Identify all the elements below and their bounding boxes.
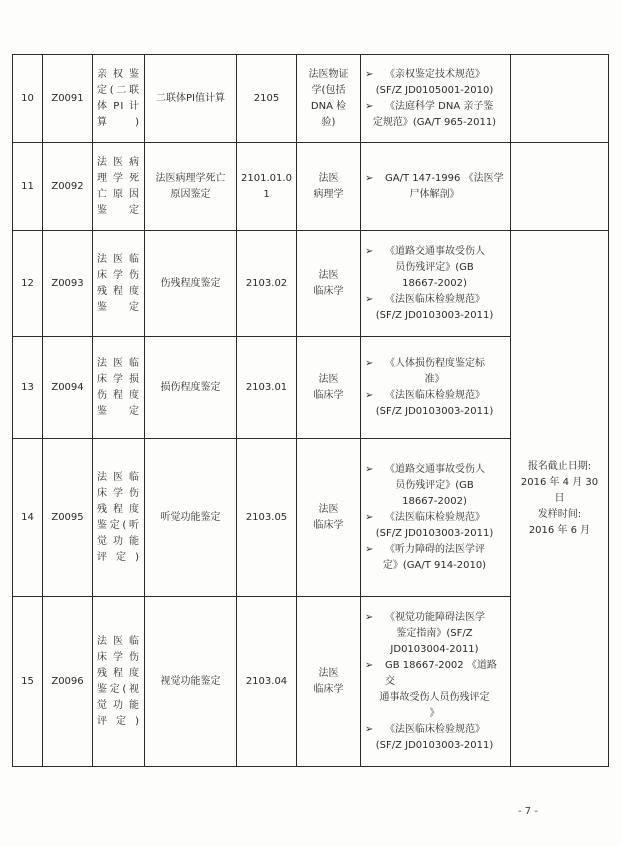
standard-text: 定规范》(GA/T 965-2011) (372, 116, 497, 128)
project-code: Z0096 (43, 597, 93, 767)
item-name (145, 143, 237, 231)
project-code: Z0091 (43, 55, 93, 143)
project-name-line: 鉴定 (97, 204, 140, 216)
project-name-line: 床学伤 (97, 269, 140, 281)
schedule-line: 报名截止日期: (527, 460, 592, 472)
project-name-line: 算) (97, 116, 140, 128)
category-line: 验) (321, 116, 336, 128)
item-name (145, 231, 237, 337)
standard-first-line (365, 244, 504, 260)
project-name-line: 理学死 (97, 172, 140, 184)
standard-first-line (365, 388, 504, 404)
standard-entry (365, 99, 504, 131)
project-name-line: 残程度 (97, 503, 140, 515)
item-name-line: 原因鉴定 (170, 188, 211, 200)
standard-text: 《法医临床检验规范》 (385, 389, 485, 401)
category-line: 法医 (318, 269, 339, 281)
item-number (237, 143, 297, 231)
project-name (93, 55, 145, 143)
standard-text: 《亲权鉴定技术规范》 (385, 68, 485, 80)
project-name-line: 亡原因 (97, 188, 140, 200)
row-number: 12 (13, 231, 43, 337)
standard-text: 18667-2002) (402, 277, 467, 289)
item-name (145, 597, 237, 767)
category-line: 学(包括 (311, 84, 346, 96)
schedule-line: 2016 年 6 月 (528, 524, 591, 536)
standard-entry (365, 510, 504, 542)
standard-entry (365, 658, 504, 722)
standard-text: 《法医临床检验规范》 (385, 293, 485, 305)
standard-first-line (365, 610, 504, 626)
standard-entry (365, 542, 504, 574)
project-code: Z0094 (43, 337, 93, 439)
category (297, 337, 361, 439)
project-name-line: 床学损 (97, 373, 140, 385)
standards-cell (361, 143, 511, 231)
item-name-line: 二联体PI值计算 (156, 92, 225, 104)
standard-text: JD0103004-2011) (390, 643, 479, 655)
project-name-line: 法医临 (97, 635, 140, 647)
row-number: 11 (13, 143, 43, 231)
category-line: DNA 检 (310, 100, 347, 112)
bullet-arrow-icon: ➢ (365, 659, 374, 671)
standards-cell (361, 597, 511, 767)
standard-entry (365, 462, 504, 510)
standard-first-line (365, 542, 504, 558)
standard-entry (365, 610, 504, 658)
project-name (93, 439, 145, 597)
schedule-line: 发样时间: (537, 508, 582, 520)
category-line: 临床学 (313, 389, 344, 401)
project-name-line: 觉功能 (97, 535, 140, 547)
standard-text: 《视觉功能障碍法医学 (385, 611, 485, 623)
standards-cell (361, 55, 511, 143)
standard-first-line (365, 658, 504, 690)
category-line: 临床学 (313, 285, 344, 297)
bullet-arrow-icon: ➢ (365, 293, 374, 305)
item-name (145, 337, 237, 439)
row-number: 13 (13, 337, 43, 439)
category-line: 病理学 (313, 188, 344, 200)
project-name (93, 337, 145, 439)
item-number (237, 55, 297, 143)
item-number-line: 2101.01.0 (241, 172, 292, 184)
standard-text: (SF/Z JD0103003-2011) (375, 309, 494, 321)
table-row (13, 143, 609, 231)
qualification-table (12, 54, 609, 767)
row-number: 15 (13, 597, 43, 767)
standard-text: 》 (429, 707, 440, 719)
notes-cell-empty (511, 55, 609, 143)
project-name-line: 鉴定 (97, 301, 140, 313)
category-line: 法医物证 (308, 68, 349, 80)
standard-text: 《人体损伤程度鉴定标 (385, 357, 485, 369)
standard-text: (SF/Z JD0105001-2010) (375, 84, 494, 96)
bullet-arrow-icon: ➢ (365, 611, 374, 623)
item-number-line: 2103.04 (245, 675, 288, 687)
standard-text: (SF/Z JD0103003-2011) (375, 527, 494, 539)
standard-first-line (365, 510, 504, 526)
category-line: 法医 (318, 172, 339, 184)
standard-first-line (365, 722, 504, 738)
standard-first-line (365, 462, 504, 478)
category-line: 法医 (318, 373, 339, 385)
item-name-line: 损伤程度鉴定 (160, 381, 221, 393)
item-number-line: 1 (263, 188, 270, 200)
standard-entry (365, 67, 504, 99)
category (297, 439, 361, 597)
project-name-line: 鉴定 (97, 405, 140, 417)
project-name-line: 鉴定(视 (97, 683, 140, 695)
project-name (93, 143, 145, 231)
schedule-line: 2016 年 4 月 30 (520, 476, 599, 488)
standard-entry (365, 171, 504, 203)
row-number: 14 (13, 439, 43, 597)
project-name-line: 评定) (97, 715, 140, 727)
standard-text: 尸体解剖》 (409, 188, 460, 200)
bullet-arrow-icon: ➢ (365, 463, 374, 475)
item-number-line: 2103.05 (245, 511, 288, 523)
category-line: 临床学 (313, 683, 344, 695)
standard-text: (SF/Z JD0103003-2011) (375, 739, 494, 751)
project-name-line: 法医临 (97, 357, 140, 369)
standard-entry (365, 292, 504, 324)
category (297, 597, 361, 767)
standard-entry (365, 722, 504, 754)
standard-first-line (365, 67, 504, 83)
category-line: 临床学 (313, 519, 344, 531)
table-row (13, 231, 609, 337)
table-row (13, 55, 609, 143)
standard-entry (365, 388, 504, 420)
notes-cell-empty (511, 143, 609, 231)
page-number: - 7 - (518, 806, 538, 817)
category-line: 法医 (318, 503, 339, 515)
standard-text: 《法医临床检验规范》 (385, 723, 485, 735)
standard-text: GA/T 147-1996 《法医学 (385, 172, 504, 184)
standard-text: 员伤残评定》(GB (395, 479, 474, 491)
project-name-line: 残程度 (97, 667, 140, 679)
standard-first-line (365, 356, 504, 372)
item-name-line: 听觉功能鉴定 (160, 511, 221, 523)
standard-text: GB 18667-2002 《道路交 (385, 659, 497, 687)
item-number-line: 2103.02 (245, 277, 288, 289)
project-name-line: 法医临 (97, 471, 140, 483)
project-name-line: 床学伤 (97, 651, 140, 663)
standards-cell (361, 231, 511, 337)
standard-text: 《道路交通事故受伤人 (385, 463, 485, 475)
category (297, 143, 361, 231)
standard-text: (SF/Z JD0103003-2011) (375, 405, 494, 417)
standard-text: 18667-2002) (402, 495, 467, 507)
project-name-line: 法医病 (97, 156, 140, 168)
project-name (93, 231, 145, 337)
bullet-arrow-icon: ➢ (365, 511, 374, 523)
project-name-line: 体 PI 计 (97, 100, 140, 112)
bullet-arrow-icon: ➢ (365, 357, 374, 369)
schedule-notes (511, 231, 609, 767)
item-number-line: 2103.01 (245, 381, 288, 393)
standard-text: 《道路交通事故受伤人 (385, 245, 485, 257)
item-number (237, 439, 297, 597)
project-name-line: 伤程度 (97, 389, 140, 401)
row-number: 10 (13, 55, 43, 143)
bullet-arrow-icon: ➢ (365, 389, 374, 401)
category (297, 55, 361, 143)
standard-text: 鉴定指南》(SF/Z (396, 627, 473, 639)
project-name (93, 597, 145, 767)
project-name-line: 定(二联 (97, 84, 140, 96)
item-name (145, 439, 237, 597)
item-number (237, 337, 297, 439)
category (297, 231, 361, 337)
bullet-arrow-icon: ➢ (365, 245, 374, 257)
standard-text: 《法医临床检验规范》 (385, 511, 485, 523)
standard-text: 《法庭科学 DNA 亲子鉴 (385, 100, 494, 112)
item-name-line: 伤残程度鉴定 (160, 277, 221, 289)
standard-entry (365, 244, 504, 292)
standard-text: 《听力障碍的法医学评 (385, 543, 485, 555)
standard-entry (365, 356, 504, 388)
project-name-line: 鉴定(听 (97, 519, 140, 531)
standard-text: 通事故受伤人员伤残评定 (379, 691, 490, 703)
bullet-arrow-icon: ➢ (365, 68, 374, 80)
standards-cell (361, 439, 511, 597)
item-number-line: 2105 (253, 92, 280, 104)
project-name-line: 评定) (97, 551, 140, 563)
project-name-line: 床学伤 (97, 487, 140, 499)
item-number (237, 231, 297, 337)
standard-text: 员伤残评定》(GB (395, 261, 474, 273)
standard-first-line (365, 99, 504, 115)
category-line: 法医 (318, 667, 339, 679)
item-name-line: 法医病理学死亡 (155, 172, 226, 184)
project-name-line: 法医临 (97, 253, 140, 265)
bullet-arrow-icon: ➢ (365, 543, 374, 555)
bullet-arrow-icon: ➢ (365, 172, 374, 184)
standard-text: 准》 (424, 373, 445, 385)
project-name-line: 亲权鉴 (97, 68, 140, 80)
schedule-line: 日 (554, 492, 565, 504)
standard-first-line (365, 171, 504, 187)
bullet-arrow-icon: ➢ (365, 723, 374, 735)
item-name-line: 视觉功能鉴定 (160, 675, 221, 687)
item-number (237, 597, 297, 767)
project-name-line: 觉功能 (97, 699, 140, 711)
standards-cell (361, 337, 511, 439)
standard-first-line (365, 292, 504, 308)
item-name (145, 55, 237, 143)
project-name-line: 残程度 (97, 285, 140, 297)
project-code: Z0092 (43, 143, 93, 231)
bullet-arrow-icon: ➢ (365, 100, 374, 112)
project-code: Z0095 (43, 439, 93, 597)
standard-text: 定》(GA/T 914-2010) (382, 559, 487, 571)
project-code: Z0093 (43, 231, 93, 337)
